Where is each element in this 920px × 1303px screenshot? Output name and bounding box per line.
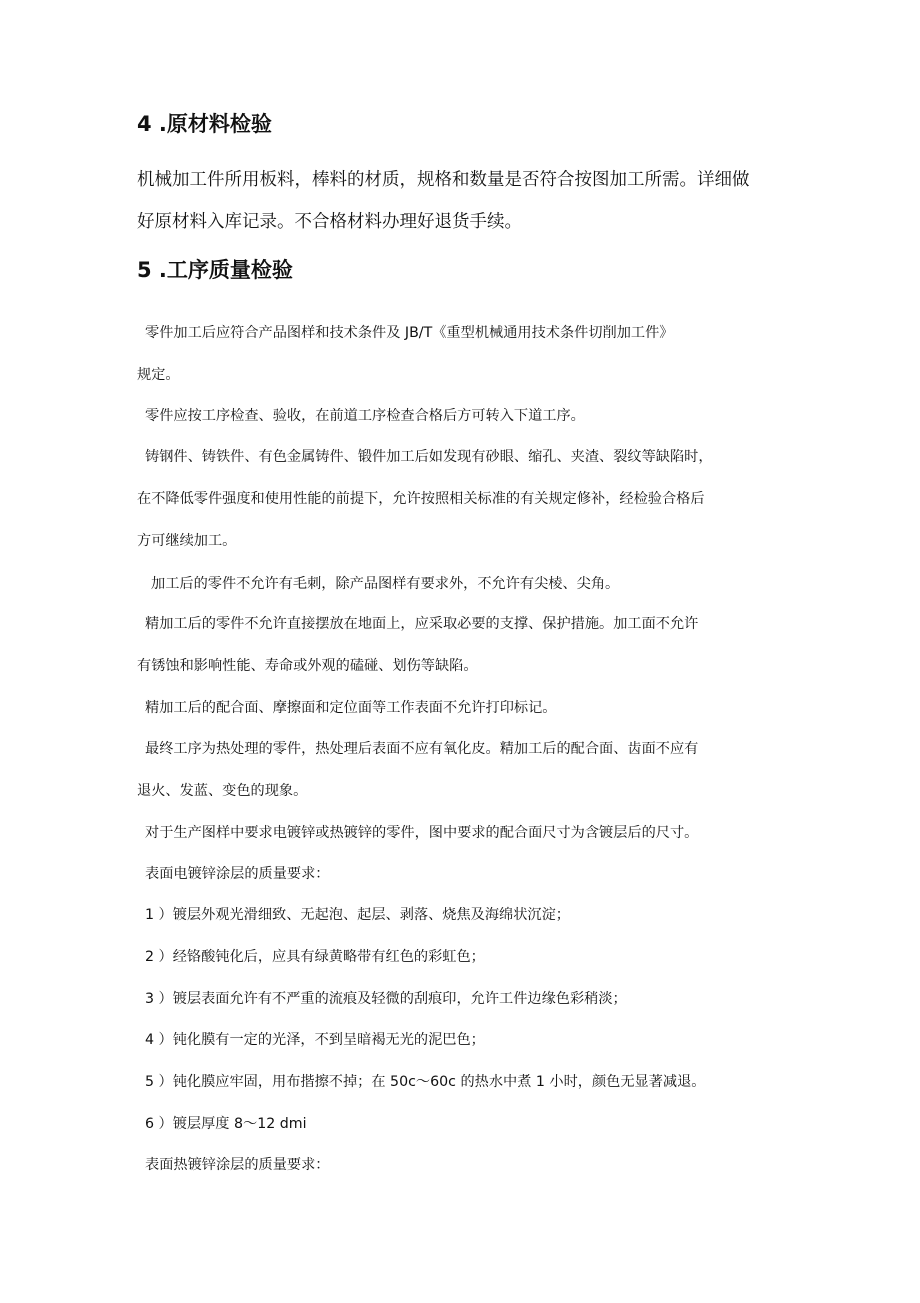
paragraph-line: 方可继续加工。 xyxy=(137,533,237,549)
paragraph-line: 退火、发蓝、变色的现象。 xyxy=(137,783,308,799)
section-heading-process-quality-inspection: 5 .工序质量检验 xyxy=(137,258,293,282)
paragraph-line: 对于生产图样中要求电镀锌或热镀锌的零件，图中要求的配合面尺寸为含镀层后的尺寸。 xyxy=(145,825,699,841)
paragraph-line: 零件应按工序检查、验收，在前道工序检查合格后方可转入下道工序。 xyxy=(145,408,585,424)
paragraph-line: 铸钢件、铸铁件、有色金属铸件、锻件加工后如发现有砂眼、缩孔、夹渣、裂纹等缺陷时， xyxy=(145,449,713,465)
paragraph-line: 表面热镀锌涂层的质量要求： xyxy=(145,1157,330,1173)
list-item: 6 ）镀层厚度 8～12 dmi xyxy=(145,1116,307,1132)
paragraph-line: 最终工序为热处理的零件，热处理后表面不应有氧化皮。精加工后的配合面、齿面不应有 xyxy=(145,741,699,757)
paragraph-line: 精加工后的配合面、摩擦面和定位面等工作表面不允许打印标记。 xyxy=(145,700,557,716)
paragraph-line: 有锈蚀和影响性能、寿命或外观的磕碰、划伤等缺陷。 xyxy=(137,658,478,674)
paragraph-line: 零件加工后应符合产品图样和技术条件及 JB/T《重型机械通用技术条件切削加工件》 xyxy=(145,325,674,341)
list-item: 1 ）镀层外观光滑细致、无起泡、起层、剥落、烧焦及海绵状沉淀； xyxy=(145,907,570,923)
paragraph-line: 好原材料入库记录。不合格材料办理好退货手续。 xyxy=(137,212,522,232)
list-item: 2 ）经铬酸钝化后，应具有绿黄略带有红色的彩虹色； xyxy=(145,949,485,965)
paragraph-line: 表面电镀锌涂层的质量要求： xyxy=(145,866,330,882)
paragraph-line: 规定。 xyxy=(137,367,180,383)
section-heading-raw-material-inspection: 4 .原材料检验 xyxy=(137,112,272,136)
paragraph-line: 机械加工件所用板料，棒料的材质，规格和数量是否符合按图加工所需。详细做 xyxy=(137,170,750,190)
paragraph-line: 加工后的零件不允许有毛刺，除产品图样有要求外，不允许有尖棱、尖角。 xyxy=(151,576,620,592)
paragraph-line: 精加工后的零件不允许直接摆放在地面上，应采取必要的支撑、保护措施。加工面不允许 xyxy=(145,616,699,632)
list-item: 3 ）镀层表面允许有不严重的流痕及轻微的刮痕印，允许工件边缘色彩稍淡； xyxy=(145,991,627,1007)
list-item: 5 ）钝化膜应牢固，用布揩擦不掉；在 50c～60c 的热水中煮 1 小时，颜色无显著减退。 xyxy=(145,1074,706,1090)
paragraph-line: 在不降低零件强度和使用性能的前提下，允许按照相关标准的有关规定修补，经检验合格后 xyxy=(137,491,705,507)
list-item: 4 ）钝化膜有一定的光泽，不到呈暗褐无光的泥巴色； xyxy=(145,1032,485,1048)
